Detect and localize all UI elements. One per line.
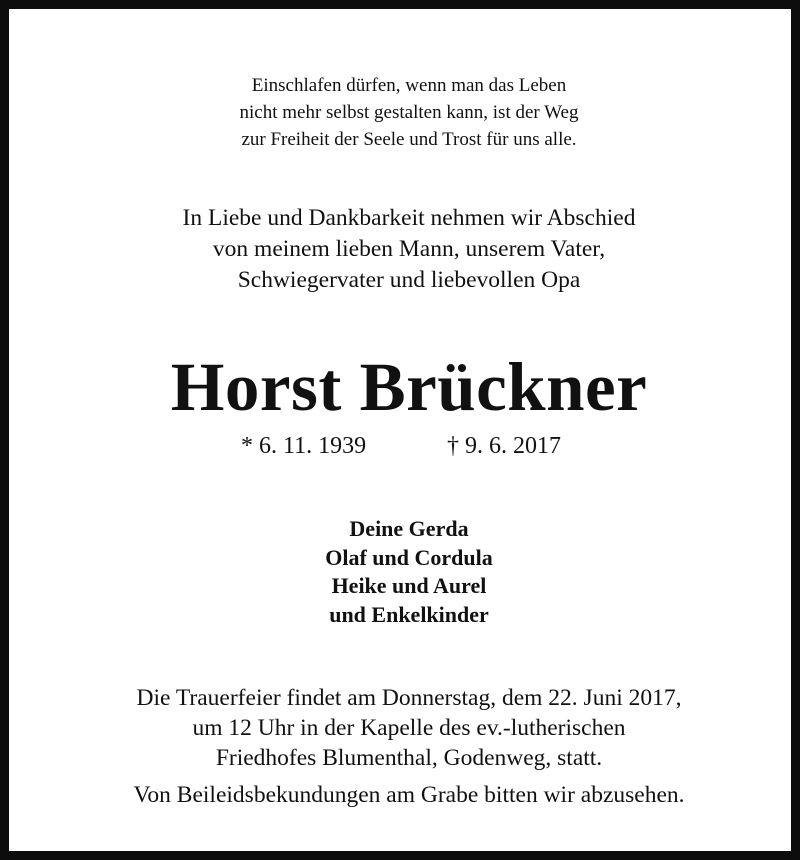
mourner-line: Deine Gerda — [349, 516, 469, 541]
condolence-note — [9, 780, 800, 810]
service-line: um 12 Uhr in der Kapelle des ev.-lutherischen — [192, 715, 626, 741]
mourner-line: Heike und Aurel — [331, 573, 487, 598]
mourners-list — [9, 515, 800, 629]
farewell-intro — [9, 203, 800, 296]
quote-line: nicht mehr selbst gestalten kann, ist der Weg — [239, 102, 579, 123]
quote-line: Einschlafen dürfen, wenn man das Leben — [251, 75, 567, 96]
death-date: † 9. 6. 2017 — [447, 433, 561, 459]
intro-line: von meinem lieben Mann, unserem Vater, — [212, 236, 606, 262]
mourner-line: und Enkelkinder — [329, 601, 489, 627]
service-line: Die Trauerfeier findet am Donnerstag, dem 22. Juni 2017, — [136, 685, 682, 711]
birth-date: * 6. 11. 1939 — [241, 433, 367, 459]
mourner-line: Olaf und Cordula — [325, 544, 493, 570]
intro-line: In Liebe und Dankbarkeit nehmen wir Abschied — [182, 205, 636, 231]
service-line: Friedhofes Blumenthal, Godenweg, statt. — [215, 745, 603, 771]
memorial-quote — [9, 72, 800, 153]
funeral-service-info — [9, 683, 800, 773]
deceased-name: Horst Brückner — [170, 349, 648, 425]
quote-line: zur Freiheit der Seele und Trost für uns alle. — [241, 129, 577, 150]
intro-line: Schwiegervater und liebevollen Opa — [237, 267, 581, 293]
condolence-text: Von Beileidsbekundungen am Grabe bitten wir abzusehen. — [133, 782, 685, 808]
